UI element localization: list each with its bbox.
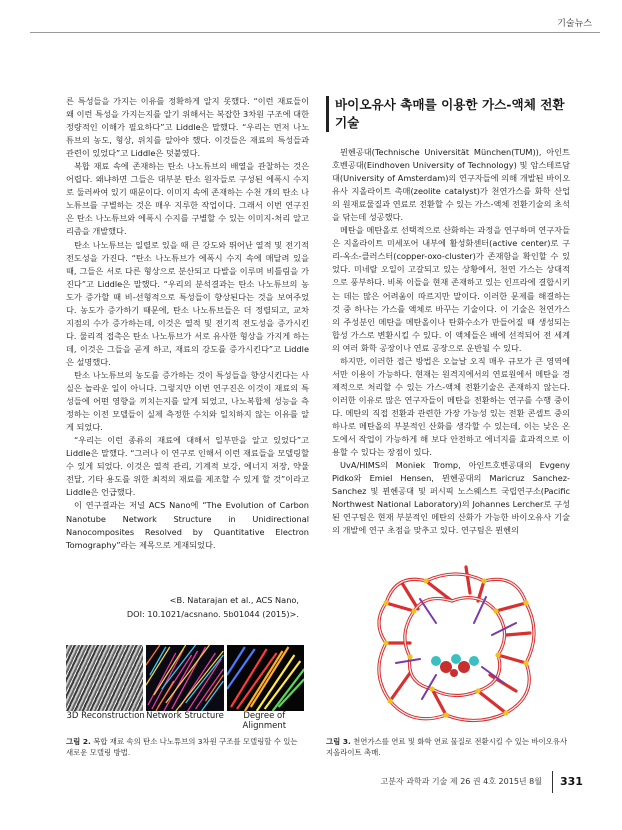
section-title: 바이오유사 촉매를 이용한 가스-액체 전환기술 — [326, 96, 575, 132]
page-number: 331 — [560, 775, 583, 788]
figure-label: Network Structure — [146, 711, 224, 721]
citation — [66, 593, 299, 621]
network-structure-image — [146, 645, 223, 711]
paragraph: 탄소 나노튜브의 농도를 증가하는 것이 특성들을 향상시킨다는 사실은 놀라운 일이 아니다. 그렇지만 이번 연구진은 이것이 재료의 특성들에 어떤 영향을 끼치는지를 알게 되었고, 나노복합체 성능을 측정하는 이전 모델들이 실제 측정한 수치와 일치하지 않는 이유를 알게 되었다. — [66, 369, 309, 433]
citation-line: <B. Natarajan et al., ACS Nano, — [169, 595, 299, 605]
caption-text: 복합 재료 속의 탄소 나노튜브의 3차원 구조를 모델링할 수 있는 새로운 모델링 방법. — [66, 737, 298, 757]
section-category: 기술뉴스 — [557, 19, 592, 29]
figure-2-caption — [66, 737, 304, 758]
figure-3-caption — [326, 737, 574, 758]
header-divider — [30, 32, 600, 33]
reconstruction-image — [66, 645, 143, 711]
paragraph: 른 특성들을 가지는 이유를 정확하게 알지 못했다. “이런 재료들이 왜 이런 특성을 가지는지를 알기 위해서는 복잡한 3차원 구조에 대한 정량적인 이해가 필요하다”고 Liddle은 말했다. “우리는 먼저 나노튜브의 농도, 형상, 위치를 알아야 했다. 이것들은 재료의 특성들과 관련이 있었다”고 Liddle은 덧붙였다. — [66, 96, 309, 159]
footer-divider — [552, 771, 553, 793]
figure-label: Degree of Alignment — [242, 711, 287, 731]
paragraph: 복합 재료 속에 존재하는 탄소 나노튜브의 배열을 관찰하는 것은 어렵다. 왜냐하면 그들은 대부분 탄소 원자들로 구성된 에폭시 수지로 둘러싸여 있기 때문이다. 이미지 속에 존재하는 수천 개의 탄소 나노튜브를 구별하는 것은 매우 지루한 작업이다. 그래서 이번 연구진은 탄소 나노튜브와 에폭시 수지를 구별할 수 있는 이미지-처리 알고리즘을 개발했다. — [66, 161, 309, 237]
citation-line: DOI: 10.1021/acsnano. 5b01044 (2015)>. — [126, 609, 299, 619]
figure-label: 3D Reconstruction — [66, 711, 145, 721]
paragraph: 탄소 나노튜브는 일렬로 있을 때 큰 강도와 뛰어난 열적 및 전기적 전도성을 가진다. “탄소 나노튜브가 에폭시 수지 속에 매달려 있을 때, 그들은 서로 다른 형상으로 분산되고 다발을 이루며 비틀림을 가진다”고 Liddle은 말했다. “우리의 분석결과는 탄소 나노튜브의 농도가 증가할 때 비-선형적으로 특성들이 향상된다는 것을 보여주었다. 농도가 증가하기 때문에, 탄소 나노튜브들은 더 정렬되고, 교차 지점의 수가 증가하는데, 이것은 열적 및 전기적 전도성을 증가시킨다. 물리적 접촉은 탄소 나노튜브가 서로 유사한 형상을 가지게 하는데, 이것은 그들을 곧게 하고, 재료의 강도를 증가시킨다”고 Liddle은 설명했다. — [66, 239, 309, 367]
zeolite-catalyst-image — [366, 563, 546, 731]
paragraph: 뮌헨공대(Technische Universität München(TUM)), 아인트호벤공대(Eindhoven University of Technology) 및 암스테르담대(University of Amsterdam)의 연구자들에 의해 개발된 바이오 유사 지올라이트 촉매(zeolite catalyst)가 천연가스를 화학 산업의 원재료물질과 연료로 전환할 수 있는 가스-액체 전환기술의 초석을 닦는데 성공했다. — [332, 147, 570, 223]
journal-footer: 고분자 과학과 기술 제 26 권 4호 2015년 8월 — [380, 777, 542, 786]
left-column — [66, 95, 309, 552]
alignment-image — [227, 645, 304, 711]
paragraph: 하지만, 이러한 접근 방법은 오늘날 오직 매우 규모가 큰 영역에서만 이용이 가능하다. 현재는 원격지에서의 연료원에서 메탄을 경제적으로 처리할 수 있는 가스-액체 전환기술은 존재하지 않는다. 이러한 이유로 많은 연구자들이 메탄을 전환하는 연구를 수행 중이다. 메탄의 직접 전환과 관련한 가장 가능성 있는 전환 콘셉트 중의 하나로 메탄올의 부분적인 산화를 생각할 수 있는데, 이는 낮은 온도에서 작업이 가능하게 해 보다 안전하고 에너지를 효과적으로 이용할 수 있다는 장점이 있다. — [332, 355, 570, 458]
paragraph: 이 연구결과는 저널 ACS Nano에 “The Evolution of Carbon Nanotube Network Structure in Unidirectional Nanocomposites Resolved by Quantitative Electron Tomography”라는 제목으로 게재되었다. — [66, 500, 309, 550]
right-column — [332, 146, 570, 537]
caption-label: 그림 2. — [66, 737, 91, 746]
figure-2-images — [66, 645, 304, 711]
caption-text: 천연가스를 연료 및 화학 연료 물질로 전환시킬 수 있는 바이오유사 지올라이트 촉매. — [326, 737, 568, 757]
paragraph: 메탄을 메탄올로 선택적으로 산화하는 과정을 연구하며 연구자들은 지올라이트 미세포어 내부에 활성화센터(active center)로 구리-옥소-클러스터(copper-oxo-cluster)가 존재함을 확인할 수 있었다. 미네랄 오일이 고갈되고 있는 상황에서, 천연 가스는 상대적으로 풍부하다. 비록 이들을 현재 존재하고 있는 인프라에 결합시키는 데는 많은 어려움이 따르지만 말이다. 이러한 문제를 해결하는 것 중 하나는 가스를 액체로 바꾸는 기술이다. 이 기술은 천연가스의 주성분인 메탄을 메탄올이나 탄화수소가 만들어질 때 생성되는 합성 가스로 변환시킬 수 있다. 이 액체들은 배에 선적되어 전 세계의 여러 화학 공장이나 연료 공장으로 운반될 수 있다. — [332, 225, 570, 353]
paragraph: “우리는 이런 종류의 재료에 대해서 일부만을 알고 있었다”고 Liddle은 말했다. “그러나 이 연구로 인해서 이런 재료들을 모델링할 수 있게 되었다. 이것은 열적 관리, 기계적 보강, 에너지 저장, 약물 전달, 기타 용도를 위한 최적의 재료를 제조할 수 있게 할 것”이라고 Liddle은 언급했다. — [66, 435, 309, 498]
caption-label: 그림 3. — [326, 737, 351, 746]
paragraph: UvA/HIMS의 Moniek Tromp, 아인트호벤공대의 Evgeny Pidko와 Emiel Hensen, 뮌헨공대의 Maricruz Sanchez-Sanchez 및 뮌헨공대 및 퍼시픽 노스웨스트 국립연구소(Pacific Northwest National Laboratory)의 Johannes Lercher로 구성된 연구팀은 현재 부분적인 메탄의 산화가 가능한 바이오유사 기술의 개발에 연구 초점을 맞추고 있다. 연구팀은 뮌헨의 — [332, 460, 570, 536]
figure-2-labels — [66, 711, 304, 731]
